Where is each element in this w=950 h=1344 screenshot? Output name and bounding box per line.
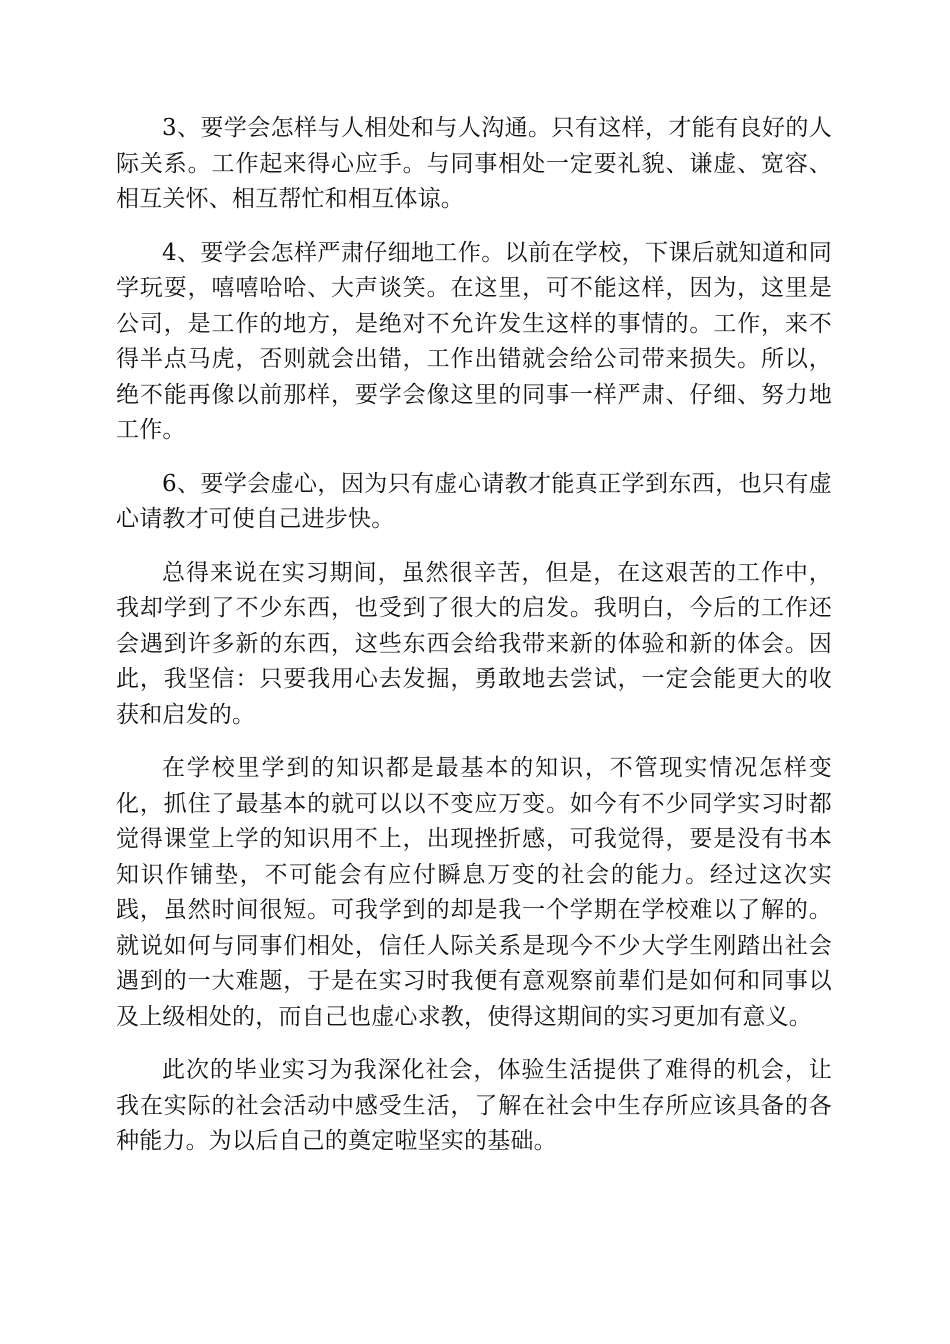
paragraph-interpersonal-skills: 3、要学会怎样与人相处和与人沟通。只有这样，才能有良好的人际关系。工作起来得心应手。与同事相处一定要礼貌、谦虚、宽容、相互关怀、相互帮忙和相互体谅。: [116, 115, 832, 212]
paragraph-school-knowledge: 在学校里学到的知识都是最基本的知识，不管现实情况怎样变化，抓住了最基本的就可以以不变应万变。如今有不少同学实习时都觉得课堂上学的知识用不上，出现挫折感，可我觉得，要是没有书本知识作铺垫，不可能会有应付瞬息万变的社会的能力。经过这次实践，虽然时间很短。可我学到的却是我一个学期在学校难以了解的。就说如何与同事们相处，信任人际关系是现今不少大学生刚踏出社会遇到的一大难题，于是在实习时我便有意观察前辈们是如何和同事以及上级相处的，而自己也虚心求教，使得这期间的实习更加有意义。: [116, 755, 832, 1030]
document-page: [116, 111, 832, 1178]
paragraph-careful-work: 4、要学会怎样严肃仔细地工作。以前在学校，下课后就知道和同学玩耍，嘻嘻哈哈、大声谈笑。在这里，可不能这样，因为，这里是公司，是工作的地方，是绝对不允许发生这样的事情的。工作，来不得半点马虎，否则就会出错，工作出错就会给公司带来损失。所以，绝不能再像以前那样，要学会像这里的同事一样严肃、仔细、努力地工作。: [116, 239, 832, 443]
paragraph-conclusion: 此次的毕业实习为我深化社会，体验生活提供了难得的机会，让我在实际的社会活动中感受生活，了解在社会中生存所应该具备的各种能力。为以后自己的奠定啦坚实的基础。: [116, 1057, 832, 1154]
paragraph-summary: 总得来说在实习期间，虽然很辛苦，但是，在这艰苦的工作中，我却学到了不少东西，也受到了很大的启发。我明白，今后的工作还会遇到许多新的东西，这些东西会给我带来新的体验和新的体会。因此，我坚信：只要我用心去发掘，勇敢地去尝试，一定会能更大的收获和启发的。: [116, 559, 832, 728]
paragraph-modesty: 6、要学会虚心，因为只有虚心请教才能真正学到东西，也只有虚心请教才可使自己进步快。: [116, 470, 832, 532]
